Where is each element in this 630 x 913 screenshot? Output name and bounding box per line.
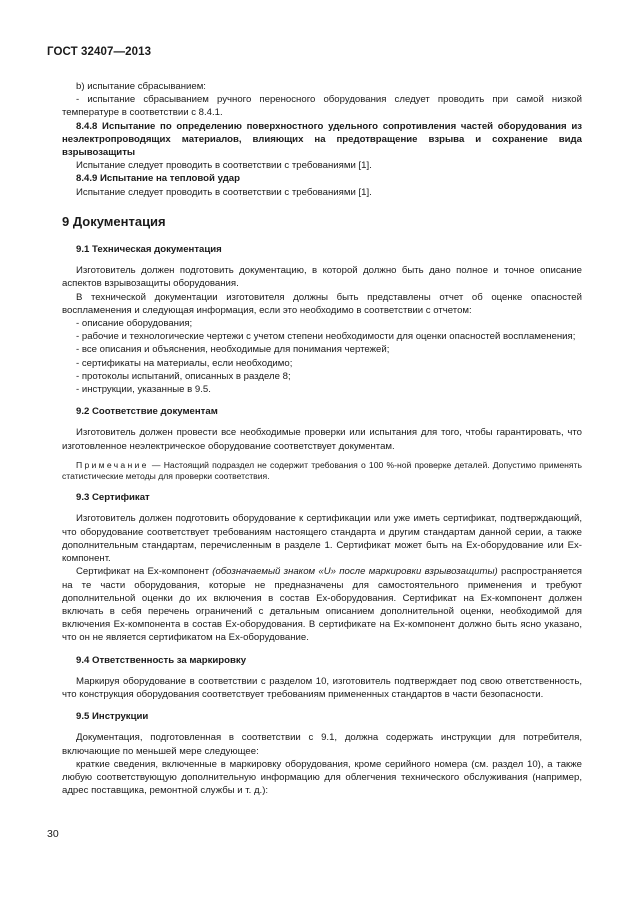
section-9-1-para-1: Изготовитель должен подготовить документацию, в которой должно быть дано полное и точное описание аспектов взрывозащиты оборудования.	[62, 265, 582, 290]
note-text: — Настоящий подраздел не содержит требования о 100 %-ной проверке деталей. Допустимо применять статистические методы для проверки соответствия.	[62, 459, 582, 482]
section-8-4-9-title: 8.4.9 Испытание на тепловой удар	[76, 173, 240, 185]
document-header: ГОСТ 32407—2013	[47, 46, 152, 58]
note	[62, 460, 582, 482]
section-9-5-para-1: Документация, подготовленная в соответствии с 9.1, должна содержать инструкции для потребителя, включающие по меньшей мере следующее:	[62, 732, 582, 757]
note-label: Примечание	[76, 459, 149, 470]
section-9-1-title: 9.1 Техническая документация	[76, 244, 222, 256]
list-item: - протоколы испытаний, описанных в разделе 8;	[76, 370, 291, 382]
item-b: b) испытание сбрасыванием:	[76, 81, 206, 92]
section-9-4-title: 9.4 Ответственность за маркировку	[76, 654, 247, 666]
section-9-title: 9 Документация	[62, 213, 166, 229]
section-9-5-title: 9.5 Инструкции	[76, 711, 149, 723]
section-8-4-8-text: Испытание следует проводить в соответствии с требованиями [1].	[76, 160, 372, 172]
section-8-4-8-title: 8.4.8 Испытание по определению поверхностного удельного сопротивления частей оборудования из неэлектропроводящих материалов, влияющих на предотвращение взрыва и сохранение вида взрывозащиты	[62, 120, 582, 159]
section-9-3-para-2	[62, 565, 582, 644]
para-2-start: Сертификат на Ex-компонент	[76, 566, 213, 578]
list-item: - инструкции, указанные в 9.5.	[76, 384, 211, 396]
page-number: 30	[47, 828, 59, 840]
section-9-2-title: 9.2 Соответствие документам	[76, 406, 218, 418]
section-9-5-para-2: краткие сведения, включенные в маркировку оборудования, кроме серийного номера (см. раздел 10), а также любую соответствующую дополнительную информацию для облегчения технического обслуживания (например, адрес поставщика, ремонтной службы и т. д.):	[62, 758, 582, 797]
section-9-1-para-2: В технической документации изготовителя должны быть представлены отчет об оценке опасностей воспламенения и следующая информация, если это необходимо в соответствии с отчетом:	[62, 291, 582, 316]
list-item: - все описания и объяснения, необходимые для понимания чертежей;	[76, 344, 390, 356]
list-item: - сертификаты на материалы, если необходимо;	[76, 357, 293, 369]
section-9-4-para-1: Маркируя оборудование в соответствии с разделом 10, изготовитель подтверждает под свою ответственность, что конструкция оборудования соответствует требованиям примененных стандартов в части безопасности.	[62, 675, 582, 700]
section-9-3-para-1: Изготовитель должен подготовить оборудование к сертификации или уже иметь сертификат, подтверждающий, что оборудование соответствует требованиям настоящего стандарта и другим стандартам данной серии, а также дополнительным стандартам, перечисленным в разделе 1. Сертификат может быть на Ex-оборудование или Ex-компонент.	[62, 513, 582, 565]
para-2-end: распространяется на те части оборудования, которые не предназначены для самостоятельного применения и требуют дополнительной оценки до их включения в состав Ex-оборудования. Сертификат на Ex-компонент должен включать в себя перечень ограничений с детальным описанием дополнительной оценки, необходимой для включения Ex-компонента в состав Ex-оборудования. В сертификате на Ex-компонент должно быть ясно указано, что он не является сертификатом на Ex-оборудование.	[62, 566, 582, 644]
para-2-italic: (обозначаемый знаком «U» после маркировки взрывозащиты)	[212, 566, 498, 578]
item-b-text: - испытание сбрасыванием ручного переносного оборудования следует проводить при самой низкой температуре в соответствии с 8.4.1.	[62, 94, 582, 119]
section-8-4-9-text: Испытание следует проводить в соответствии с требованиями [1].	[76, 186, 372, 198]
page-content	[62, 80, 582, 797]
section-9-3-title: 9.3 Сертификат	[76, 492, 150, 504]
list-item: - рабочие и технологические чертежи с учетом степени необходимости для оценки опасностей воспламенения;	[76, 331, 576, 343]
list-item: - описание оборудования;	[76, 318, 193, 330]
section-9-2-para-1: Изготовитель должен провести все необходимые проверки или испытания для того, чтобы гарантировать, что изготовленное неэлектрическое оборудование соответствует документам.	[62, 427, 582, 452]
